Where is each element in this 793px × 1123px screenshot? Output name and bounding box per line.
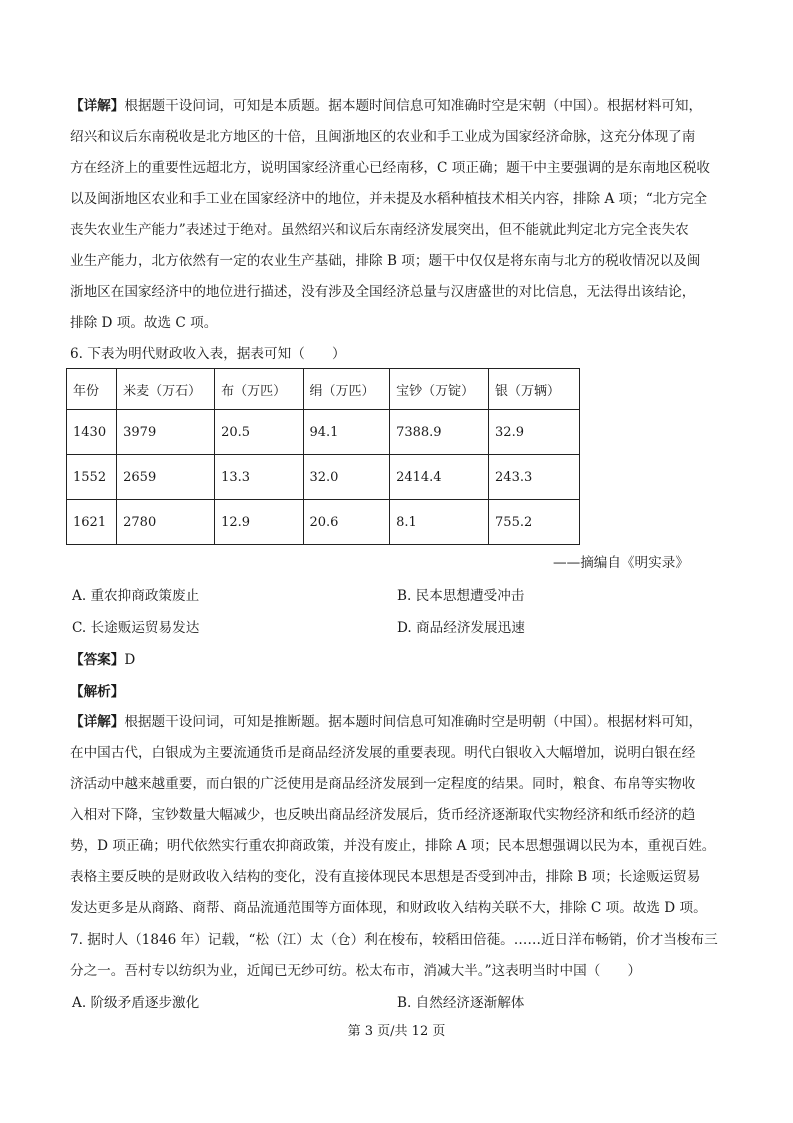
table-header-cell: 绢（万匹） xyxy=(303,369,390,410)
table-cell: 32.0 xyxy=(303,455,390,500)
q5-detail-line-4: 以及闽浙地区农业和手工业在国家经济中的地位，并未提及水稻种植技术相关内容，排除 A 项；“北方完全 xyxy=(70,191,708,207)
q5-detail-line-7: 浙地区在国家经济中的地位进行描述，没有涉及全国经济总量与汉唐盛世的对比信息，无法得出该结论， xyxy=(70,284,696,300)
q5-detail-label: 【详解】 xyxy=(70,98,125,114)
q6-detail-line-6: 表格主要反映的是财政收入结构的变化，没有直接体现民本思想是否受到冲击，排除 B 项；长途贩运贸易 xyxy=(70,869,701,885)
q5-detail-line-5: 丧失农业生产能力”表述过于绝对。虽然绍兴和议后东南经济发展突出，但不能就此判定北方完全丧失农 xyxy=(70,222,689,238)
finance-table xyxy=(66,368,580,545)
q6-detail-line-2: 在中国古代，白银成为主要流通货币是商品经济发展的重要表现。明代白银收入大幅增加，说明白银在经 xyxy=(70,745,696,761)
table-header-cell: 年份 xyxy=(67,369,117,410)
table-cell: 7388.9 xyxy=(390,410,489,455)
table-cell: 755.2 xyxy=(489,500,580,545)
q6-answer xyxy=(70,648,135,668)
q7-option-a: A. 阶级矛盾逐步激化 xyxy=(72,995,200,1011)
q6-option-d: D. 商品经济发展迅速 xyxy=(397,620,525,636)
table-cell: 20.6 xyxy=(303,500,390,545)
q5-detail-line-1: 【详解】根据题干设问词，可知是本质题。据本题时间信息可知准确时空是宋朝（中国）。根据材料可知， xyxy=(70,98,703,114)
table-cell: 1430 xyxy=(67,410,117,455)
table-row xyxy=(67,500,580,545)
table-source: ——摘编自《明实录》 xyxy=(553,555,689,571)
q6-detail-line-3: 济活动中越来越重要，而白银的广泛使用是商品经济发展到一定程度的结果。同时，粮食、布帛等实物收 xyxy=(70,776,696,792)
q6-detail-line-1: 【详解】根据题干设问词，可知是推断题。据本题时间信息可知准确时空是明朝（中国）。根据材料可知， xyxy=(70,714,703,730)
table-cell: 2659 xyxy=(117,455,215,500)
q6-detail-line-4: 入相对下降，宝钞数量大幅减少，也反映出商品经济发展后，货币经济逐渐取代实物经济和纸币经济的趋 xyxy=(70,807,696,823)
table-cell: 12.9 xyxy=(215,500,303,545)
table-header-cell: 布（万匹） xyxy=(215,369,303,410)
q6-analysis-label: 【解析】 xyxy=(70,684,125,700)
table-header-cell: 宝钞（万锭） xyxy=(390,369,489,410)
q6-detail-label: 【详解】 xyxy=(70,714,125,730)
table-cell: 2780 xyxy=(117,500,215,545)
q6-option-a: A. 重农抑商政策废止 xyxy=(72,588,200,604)
answer-label: 【答案】 xyxy=(70,652,125,668)
answer-value: D xyxy=(124,652,136,668)
table-cell: 94.1 xyxy=(303,410,390,455)
table-cell: 1552 xyxy=(67,455,117,500)
q5-detail-line-3: 方在经济上的重要性远超北方，说明国家经济重心已经南移，C 项正确；题干中主要强调的是东南地区税收 xyxy=(70,160,711,176)
table-cell: 32.9 xyxy=(489,410,580,455)
q7-option-b: B. 自然经济逐渐解体 xyxy=(397,995,525,1011)
table-header-row xyxy=(67,369,580,410)
q7-stem-line-2: 分之一。吾村专以纺织为业，近闻已无纱可纺。松太布市，消减大半。”这表明当时中国（ ） xyxy=(70,963,642,979)
table-row xyxy=(67,455,580,500)
q6-stem: 6. 下表为明代财政收入表，据表可知（ ） xyxy=(70,346,346,362)
q6-option-b: B. 民本思想遭受冲击 xyxy=(397,588,525,604)
page-footer: 第 3 页/共 12 页 xyxy=(347,1024,446,1039)
q5-detail-line-2: 绍兴和议后东南税收是北方地区的十倍，且闽浙地区的农业和手工业成为国家经济命脉，这充分体现了南 xyxy=(70,129,696,145)
q5-detail-line-6: 业生产能力，北方依然有一定的农业生产基础，排除 B 项；题干中仅仅是将东南与北方的税收情况以及闽 xyxy=(70,253,701,269)
q7-stem-line-1: 7. 据时人（1846 年）记载，“松（江）太（仓）利在梭布，较稻田倍蓰。……近日洋布畅销，价才当梭布三 xyxy=(70,932,718,948)
table-cell: 2414.4 xyxy=(390,455,489,500)
q6-detail-line-5: 势，D 项正确；明代依然实行重农抑商政策，并没有废止，排除 A 项；民本思想强调以民为本，重视百姓。 xyxy=(70,838,716,854)
q5-detail-line-8: 排除 D 项。故选 C 项。 xyxy=(70,315,218,331)
table-cell: 3979 xyxy=(117,410,215,455)
table-header-cell: 银（万辆） xyxy=(489,369,580,410)
table-cell: 13.3 xyxy=(215,455,303,500)
table-row xyxy=(67,410,580,455)
table-header-cell: 米麦（万石） xyxy=(117,369,215,410)
q6-option-c: C. 长途贩运贸易发达 xyxy=(72,620,200,636)
q6-detail-line-7: 发达更多是从商路、商帮、商品流通范围等方面体现，和财政收入结构关联不大，排除 C 项。故选 D 项。 xyxy=(70,900,707,916)
table-cell: 243.3 xyxy=(489,455,580,500)
table-cell: 1621 xyxy=(67,500,117,545)
table-cell: 8.1 xyxy=(390,500,489,545)
table-cell: 20.5 xyxy=(215,410,303,455)
